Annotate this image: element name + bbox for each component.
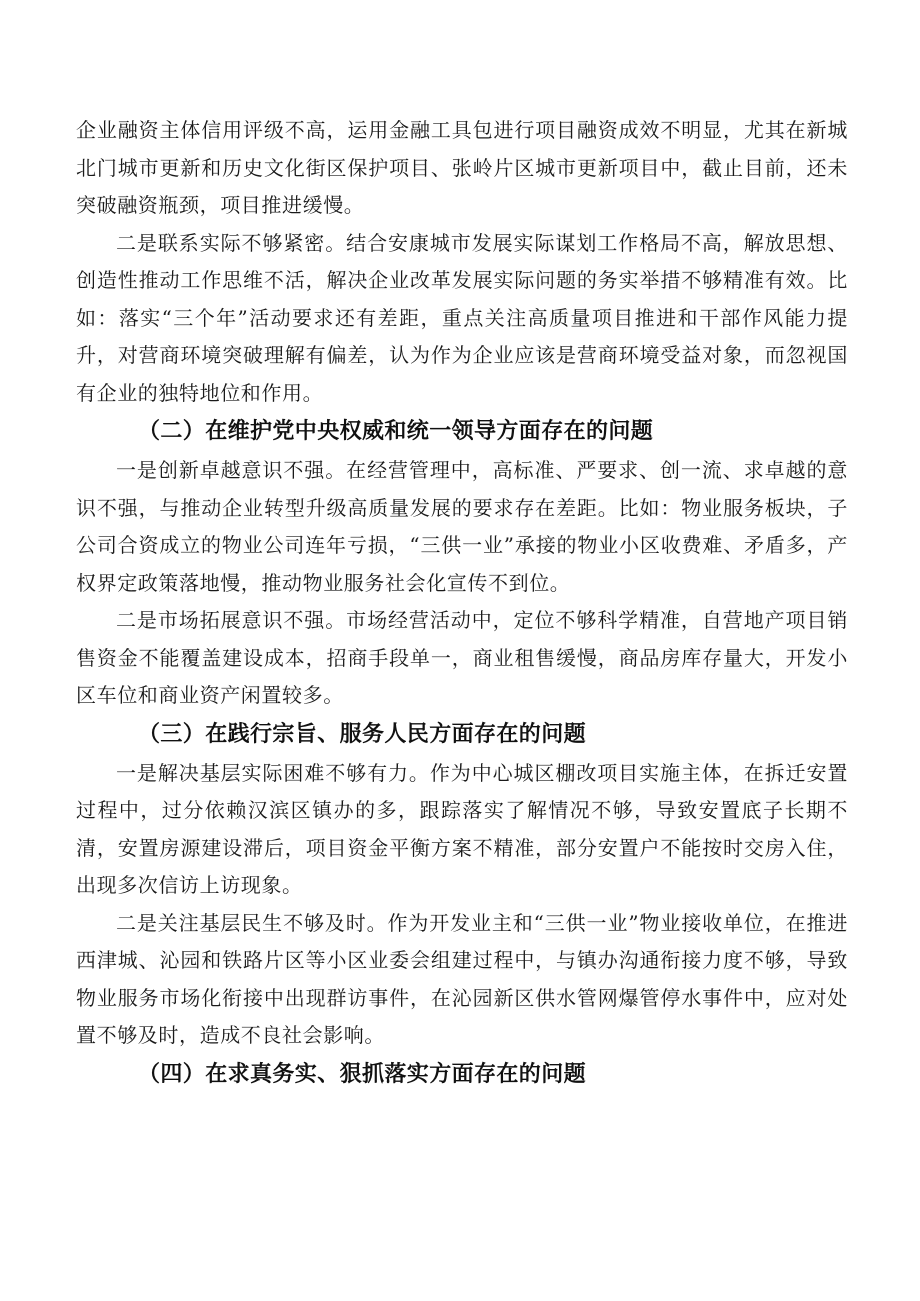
paragraph-grassroots-difficulties: 一是解决基层实际困难不够有力。作为中心城区棚改项目实施主体，在拆迁安置过程中，过分依赖汉滨区镇办的多，跟踪落实了解情况不够，导致安置底子长期不清，安置房源建设滞后，项目资金平衡方案不精准，部分安置户不能按时交房入住，出现多次信访上访现象。 [76,760,848,897]
paragraph-livelihood-attention: 二是关注基层民生不够及时。作为开发业主和“三供一业”物业接收单位，在推进西津城、沁园和铁路片区等小区业委会组建过程中，与镇办沟通衔接力度不够，导致物业服务市场化衔接中出现群访事件，在沁园新区供水管网爆管停水事件中，应对处置不够及时，造成不良社会影响。 [76,910,848,1047]
paragraph-practical-connection: 二是联系实际不够紧密。结合安康城市发展实际谋划工作格局不高，解放思想、创造性推动工作思维不活，解决企业改革发展实际问题的务实举措不够精准有效。比如：落实“三个年”活动要求还有差距，重点关注高质量项目推进和干部作风能力提升，对营商环境突破理解有偏差，认为作为企业应该是营商环境受益对象，而忽视国有企业的独特地位和作用。 [76,230,848,405]
paragraph-financing-continued: 企业融资主体信用评级不高，运用金融工具包进行项目融资成效不明显，尤其在新城北门城市更新和历史文化街区保护项目、张岭片区城市更新项目中，截止目前，还未突破融资瓶颈，项目推进缓慢。 [76,118,848,217]
paragraph-market-expansion: 二是市场拓展意识不强。市场经营活动中，定位不够科学精准，自营地产项目销售资金不能覆盖建设成本，招商手段单一，商业租售缓慢，商品房库存量大，开发小区车位和商业资产闲置较多。 [76,608,848,707]
section-heading-2: （二）在维护党中央权威和统一领导方面存在的问题 [138,419,654,444]
section-heading-3: （三）在践行宗旨、服务人民方面存在的问题 [138,721,587,747]
document-body [76,112,848,1095]
paragraph-innovation-awareness: 一是创新卓越意识不强。在经营管理中，高标准、严要求、创一流、求卓越的意识不强，与推动企业转型升级高质量发展的要求存在差距。比如：物业服务板块，子公司合资成立的物业公司连年亏损，“三供一业”承接的物业小区收费难、矛盾多，产权界定政策落地慢，推动物业服务社会化宣传不到位。 [76,458,848,595]
section-heading-4: （四）在求真务实、狠抓落实方面存在的问题 [138,1061,587,1087]
